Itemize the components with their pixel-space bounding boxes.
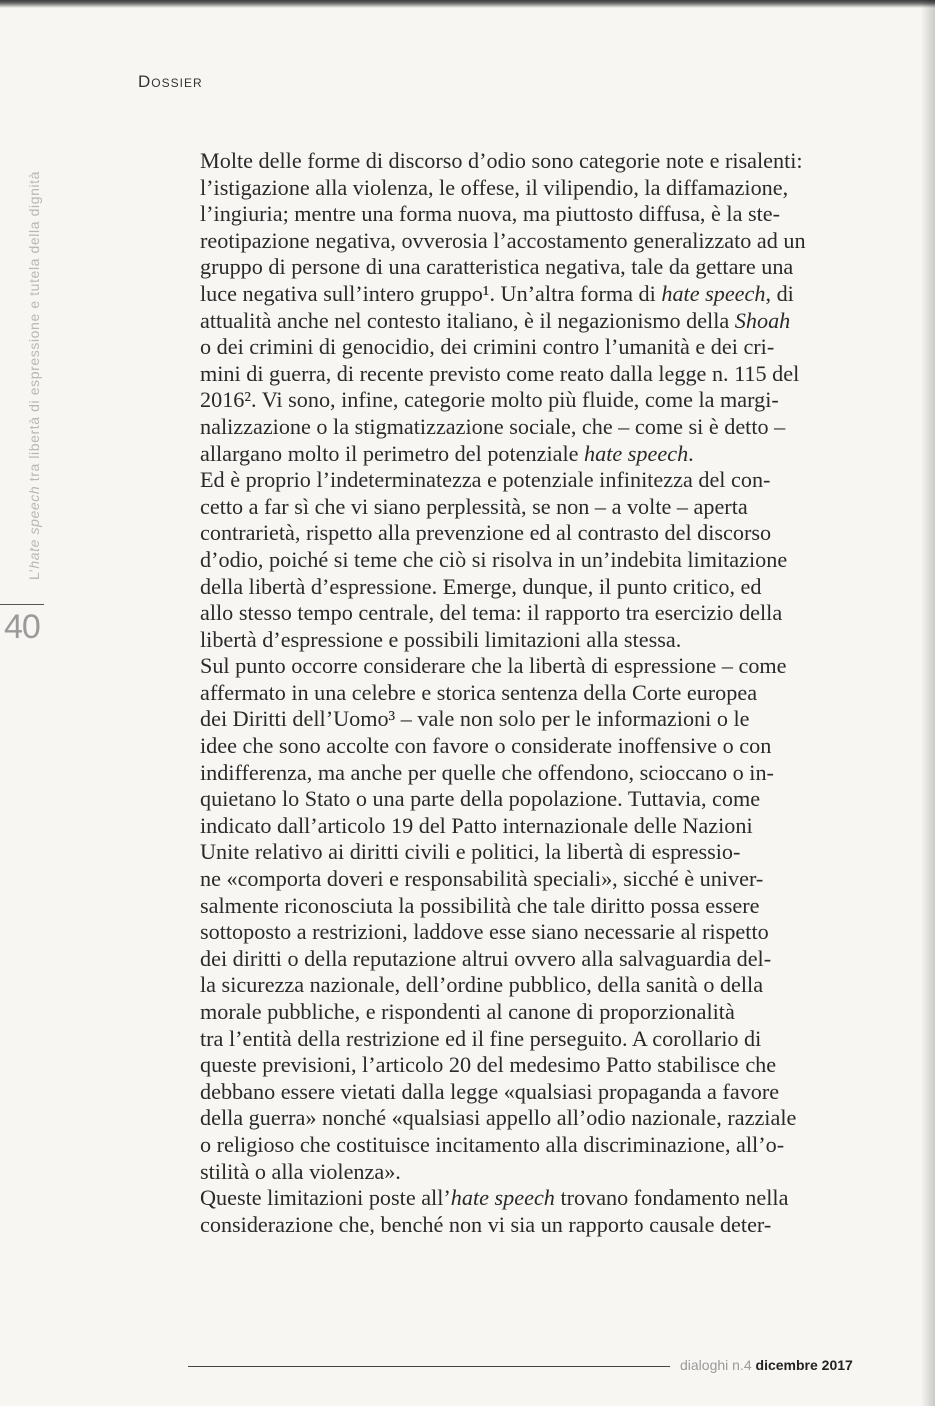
text-line: tra l’entità della restrizione ed il fine perseguito. A corollario di bbox=[200, 1025, 762, 1051]
footer bbox=[680, 1357, 853, 1373]
footer-magazine: dialoghi bbox=[680, 1357, 729, 1373]
footer-date: dicembre 2017 bbox=[755, 1357, 853, 1373]
text-line: considerazione che, benché non vi sia un rapporto causale deter- bbox=[200, 1211, 772, 1237]
text-line: l’istigazione alla violenza, le offese, il vilipendio, la diffamazione, bbox=[200, 174, 789, 200]
paragraph bbox=[200, 467, 854, 653]
text-line: la sicurezza nazionale, dell’ordine pubblico, della sanità o della bbox=[200, 972, 764, 998]
text-line: morale pubbliche, e rispondenti al canone di proporzionalità bbox=[200, 999, 735, 1024]
page-number: 40 bbox=[4, 608, 40, 646]
text-line: Molte delle forme di discorso d’odio sono categorie note e risalenti: bbox=[200, 148, 803, 173]
text-line: idee che sono accolte con favore o considerate inoffensive o con bbox=[200, 733, 772, 759]
text-line: ne «comporta doveri e responsabilità speciali», sicché è univer- bbox=[200, 866, 764, 892]
text-line: dei diritti o della reputazione altrui ovvero alla salvaguardia del- bbox=[200, 945, 772, 971]
text-line: gruppo di persone di una caratteristica negativa, tale da gettare una bbox=[200, 254, 794, 280]
paragraph bbox=[200, 653, 854, 1185]
text-line: attualità anche nel contesto italiano, è il negazionismo della Shoah bbox=[200, 307, 791, 333]
text-line: queste previsioni, l’articolo 20 del medesimo Patto stabilisce che bbox=[200, 1052, 777, 1078]
text-line: dei Diritti dell’Uomo³ – vale non solo per le informazioni o le bbox=[200, 706, 750, 732]
top-edge-rule bbox=[0, 0, 935, 8]
text-line: o religioso che costituisce incitamento alla discriminazione, all’o- bbox=[200, 1131, 785, 1157]
footer-rule bbox=[188, 1366, 670, 1367]
paragraph bbox=[200, 1185, 854, 1238]
text-line: indicato dall’articolo 19 del Patto internazionale delle Nazioni bbox=[200, 812, 753, 838]
text-line: Unite relativo ai diritti civili e politici, la libertà di espressio- bbox=[200, 839, 741, 865]
text-line: cetto a far sì che vi siano perplessità, se non – a volte – aperta bbox=[200, 493, 748, 519]
text-line: allargano molto il perimetro del potenziale hate speech. bbox=[200, 440, 694, 466]
page-number-rule bbox=[0, 604, 44, 605]
text-line: della guerra» nonché «qualsiasi appello all’odio nazionale, razziale bbox=[200, 1105, 797, 1131]
text-line: d’odio, poiché si teme che ciò si risolva in un’indebita limitazione bbox=[200, 546, 788, 572]
text-line: contrarietà, rispetto alla prevenzione ed al contrasto del discorso bbox=[200, 520, 772, 546]
text-line: 2016². Vi sono, infine, categorie molto più fluide, come la margi- bbox=[200, 387, 779, 413]
text-line: reotipazione negativa, ovverosia l’accostamento generalizzato ad un bbox=[200, 227, 806, 253]
text-line: mini di guerra, di recente previsto come reato dalla legge n. 115 del bbox=[200, 360, 800, 386]
text-line: allo stesso tempo centrale, del tema: il rapporto tra esercizio della bbox=[200, 600, 783, 626]
text-line: affermato in una celebre e storica sentenza della Corte europea bbox=[200, 679, 758, 705]
text-line: quietano lo Stato o una parte della popolazione. Tuttavia, come bbox=[200, 786, 761, 812]
text-line: della libertà d’espressione. Emerge, dunque, il punto critico, ed bbox=[200, 573, 762, 599]
text-line: Queste limitazioni poste all’hate speech trovano fondamento nella bbox=[200, 1185, 789, 1211]
text-line: luce negativa sull’intero gruppo¹. Un’altra forma di hate speech, di bbox=[200, 280, 794, 306]
text-line: l’ingiuria; mentre una forma nuova, ma piuttosto diffusa, è la ste- bbox=[200, 201, 781, 227]
text-line: Sul punto occorre considerare che la libertà di espressione – come bbox=[200, 653, 787, 679]
footer-issue: n.4 bbox=[732, 1357, 752, 1373]
article-body bbox=[200, 148, 854, 1238]
text-line: sottoposto a restrizioni, laddove esse siano necessarie al rispetto bbox=[200, 919, 769, 945]
page-edge-shadow bbox=[921, 0, 935, 1406]
paragraph bbox=[200, 148, 854, 467]
text-line: libertà d’espressione e possibili limitazioni alla stessa. bbox=[200, 626, 682, 652]
text-line: Ed è proprio l’indeterminatezza e potenziale infinitezza del con- bbox=[200, 467, 771, 493]
text-line: stilità o alla violenza». bbox=[200, 1158, 401, 1184]
text-line: debbano essere vietati dalla legge «qualsiasi propaganda a favore bbox=[200, 1078, 780, 1104]
section-label: Dossier bbox=[138, 72, 203, 91]
text-line: indifferenza, ma anche per quelle che offendono, scioccano o in- bbox=[200, 759, 774, 785]
text-line: nalizzazione o la stigmatizzazione sociale, che – come si è detto – bbox=[200, 413, 786, 439]
text-line: o dei crimini di genocidio, dei crimini contro l’umanità e dei cri- bbox=[200, 334, 775, 360]
text-line: salmente riconosciuta la possibilità che tale diritto possa essere bbox=[200, 892, 760, 918]
running-title-vertical: L’hate speech tra libertà di espressione e tutela della dignità bbox=[26, 170, 42, 580]
